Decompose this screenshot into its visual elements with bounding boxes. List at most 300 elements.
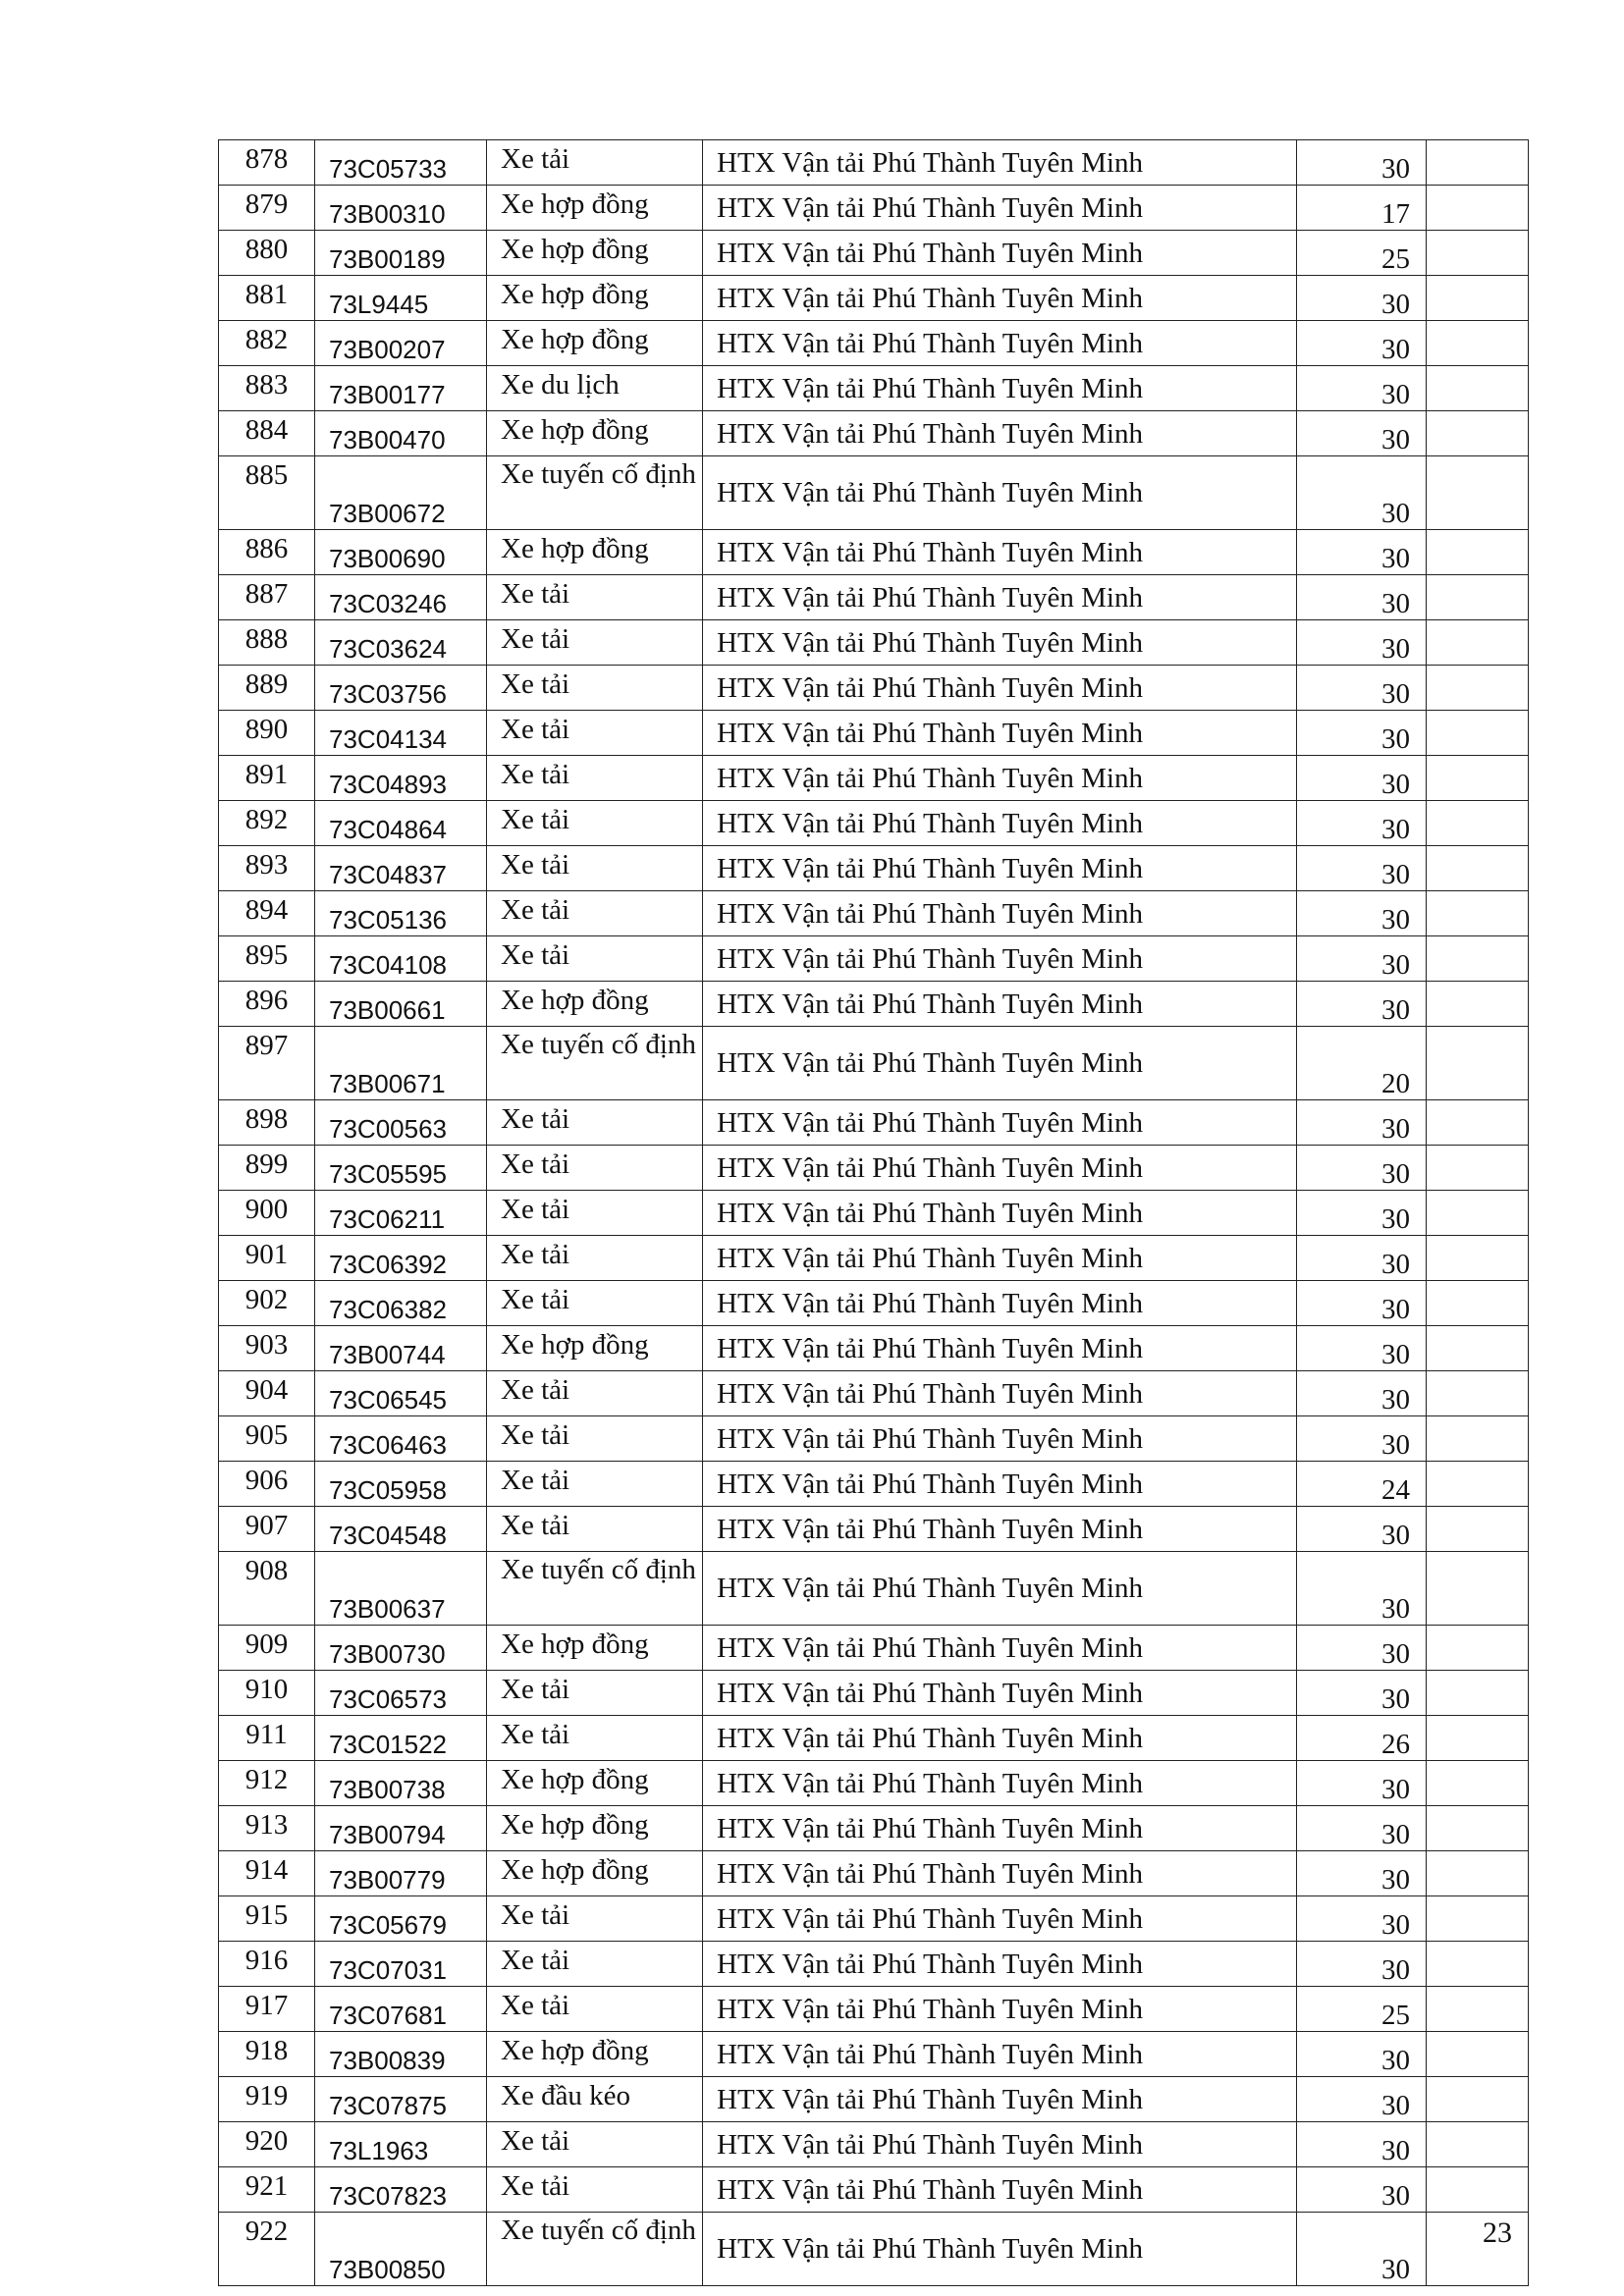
license-plate: 73C06392 bbox=[315, 1236, 487, 1281]
license-plate: 73B00690 bbox=[315, 530, 487, 575]
company-name: HTX Vận tải Phú Thành Tuyên Minh bbox=[703, 1851, 1297, 1896]
note-cell bbox=[1427, 2032, 1529, 2077]
company-name: HTX Vận tải Phú Thành Tuyên Minh bbox=[703, 1671, 1297, 1716]
seat-count: 30 bbox=[1297, 456, 1427, 530]
seat-count: 30 bbox=[1297, 411, 1427, 456]
license-plate: 73C05733 bbox=[315, 140, 487, 186]
license-plate: 73B00730 bbox=[315, 1626, 487, 1671]
company-name: HTX Vận tải Phú Thành Tuyên Minh bbox=[703, 2213, 1297, 2286]
table-row bbox=[219, 456, 1529, 530]
table-row bbox=[219, 2122, 1529, 2167]
row-number: 887 bbox=[219, 575, 315, 620]
row-number: 883 bbox=[219, 366, 315, 411]
license-plate: 73C03246 bbox=[315, 575, 487, 620]
vehicle-type: Xe tải bbox=[487, 1100, 703, 1146]
vehicle-type: Xe tuyến cố định bbox=[487, 1552, 703, 1626]
note-cell bbox=[1427, 1371, 1529, 1416]
note-cell bbox=[1427, 2122, 1529, 2167]
table-row bbox=[219, 711, 1529, 756]
license-plate: 73C01522 bbox=[315, 1716, 487, 1761]
row-number: 894 bbox=[219, 891, 315, 936]
license-plate: 73C05679 bbox=[315, 1896, 487, 1942]
company-name: HTX Vận tải Phú Thành Tuyên Minh bbox=[703, 1146, 1297, 1191]
company-name: HTX Vận tải Phú Thành Tuyên Minh bbox=[703, 1281, 1297, 1326]
vehicle-type: Xe hợp đồng bbox=[487, 1806, 703, 1851]
vehicle-type: Xe tải bbox=[487, 1716, 703, 1761]
seat-count: 20 bbox=[1297, 1027, 1427, 1100]
table-row bbox=[219, 530, 1529, 575]
seat-count: 30 bbox=[1297, 756, 1427, 801]
vehicle-type: Xe tuyến cố định bbox=[487, 456, 703, 530]
vehicle-type: Xe tải bbox=[487, 1416, 703, 1462]
note-cell bbox=[1427, 1942, 1529, 1987]
license-plate: 73C04108 bbox=[315, 936, 487, 982]
table-row bbox=[219, 1552, 1529, 1626]
seat-count: 30 bbox=[1297, 321, 1427, 366]
note-cell bbox=[1427, 1806, 1529, 1851]
license-plate: 73C05136 bbox=[315, 891, 487, 936]
vehicle-type: Xe hợp đồng bbox=[487, 231, 703, 276]
table-row bbox=[219, 1100, 1529, 1146]
seat-count: 30 bbox=[1297, 891, 1427, 936]
license-plate: 73B00738 bbox=[315, 1761, 487, 1806]
table-row bbox=[219, 1371, 1529, 1416]
seat-count: 30 bbox=[1297, 1552, 1427, 1626]
seat-count: 30 bbox=[1297, 1326, 1427, 1371]
vehicle-type: Xe hợp đồng bbox=[487, 321, 703, 366]
company-name: HTX Vận tải Phú Thành Tuyên Minh bbox=[703, 1761, 1297, 1806]
note-cell bbox=[1427, 982, 1529, 1027]
table-row bbox=[219, 1671, 1529, 1716]
license-plate: 73B00310 bbox=[315, 186, 487, 231]
company-name: HTX Vận tải Phú Thành Tuyên Minh bbox=[703, 1942, 1297, 1987]
vehicle-type: Xe tuyến cố định bbox=[487, 1027, 703, 1100]
license-plate: 73B00850 bbox=[315, 2213, 487, 2286]
license-plate: 73C04837 bbox=[315, 846, 487, 891]
table-row bbox=[219, 1191, 1529, 1236]
company-name: HTX Vận tải Phú Thành Tuyên Minh bbox=[703, 1507, 1297, 1552]
seat-count: 25 bbox=[1297, 231, 1427, 276]
note-cell bbox=[1427, 1100, 1529, 1146]
seat-count: 30 bbox=[1297, 846, 1427, 891]
note-cell bbox=[1427, 2213, 1529, 2286]
company-name: HTX Vận tải Phú Thành Tuyên Minh bbox=[703, 1191, 1297, 1236]
row-number: 882 bbox=[219, 321, 315, 366]
page-number: 23 bbox=[1483, 2216, 1512, 2249]
company-name: HTX Vận tải Phú Thành Tuyên Minh bbox=[703, 2077, 1297, 2122]
table-row bbox=[219, 411, 1529, 456]
seat-count: 30 bbox=[1297, 1416, 1427, 1462]
company-name: HTX Vận tải Phú Thành Tuyên Minh bbox=[703, 575, 1297, 620]
table-row bbox=[219, 1236, 1529, 1281]
company-name: HTX Vận tải Phú Thành Tuyên Minh bbox=[703, 756, 1297, 801]
company-name: HTX Vận tải Phú Thành Tuyên Minh bbox=[703, 456, 1297, 530]
company-name: HTX Vận tải Phú Thành Tuyên Minh bbox=[703, 231, 1297, 276]
row-number: 908 bbox=[219, 1552, 315, 1626]
license-plate: 73L1963 bbox=[315, 2122, 487, 2167]
company-name: HTX Vận tải Phú Thành Tuyên Minh bbox=[703, 530, 1297, 575]
note-cell bbox=[1427, 321, 1529, 366]
vehicle-type: Xe hợp đồng bbox=[487, 186, 703, 231]
seat-count: 30 bbox=[1297, 1146, 1427, 1191]
note-cell bbox=[1427, 1851, 1529, 1896]
row-number: 892 bbox=[219, 801, 315, 846]
vehicle-table bbox=[218, 139, 1529, 2286]
row-number: 909 bbox=[219, 1626, 315, 1671]
vehicle-type: Xe tải bbox=[487, 2167, 703, 2213]
company-name: HTX Vận tải Phú Thành Tuyên Minh bbox=[703, 321, 1297, 366]
table-row bbox=[219, 666, 1529, 711]
seat-count: 30 bbox=[1297, 1281, 1427, 1326]
company-name: HTX Vận tải Phú Thành Tuyên Minh bbox=[703, 666, 1297, 711]
table-row bbox=[219, 801, 1529, 846]
vehicle-type: Xe tải bbox=[487, 575, 703, 620]
table-row bbox=[219, 2032, 1529, 2077]
row-number: 884 bbox=[219, 411, 315, 456]
note-cell bbox=[1427, 1896, 1529, 1942]
note-cell bbox=[1427, 276, 1529, 321]
company-name: HTX Vận tải Phú Thành Tuyên Minh bbox=[703, 936, 1297, 982]
seat-count: 30 bbox=[1297, 1806, 1427, 1851]
vehicle-type: Xe tải bbox=[487, 756, 703, 801]
note-cell bbox=[1427, 1236, 1529, 1281]
seat-count: 30 bbox=[1297, 140, 1427, 186]
company-name: HTX Vận tải Phú Thành Tuyên Minh bbox=[703, 2167, 1297, 2213]
table-row bbox=[219, 1416, 1529, 1462]
vehicle-type: Xe tải bbox=[487, 891, 703, 936]
note-cell bbox=[1427, 1326, 1529, 1371]
row-number: 906 bbox=[219, 1462, 315, 1507]
license-plate: 73C06211 bbox=[315, 1191, 487, 1236]
company-name: HTX Vận tải Phú Thành Tuyên Minh bbox=[703, 982, 1297, 1027]
seat-count: 30 bbox=[1297, 575, 1427, 620]
row-number: 901 bbox=[219, 1236, 315, 1281]
seat-count: 30 bbox=[1297, 276, 1427, 321]
seat-count: 30 bbox=[1297, 1626, 1427, 1671]
company-name: HTX Vận tải Phú Thành Tuyên Minh bbox=[703, 846, 1297, 891]
license-plate: 73B00779 bbox=[315, 1851, 487, 1896]
seat-count: 30 bbox=[1297, 982, 1427, 1027]
table-row bbox=[219, 1326, 1529, 1371]
table-row bbox=[219, 2077, 1529, 2122]
vehicle-type: Xe tải bbox=[487, 1462, 703, 1507]
company-name: HTX Vận tải Phú Thành Tuyên Minh bbox=[703, 1716, 1297, 1761]
row-number: 879 bbox=[219, 186, 315, 231]
vehicle-type: Xe tải bbox=[487, 1942, 703, 1987]
company-name: HTX Vận tải Phú Thành Tuyên Minh bbox=[703, 711, 1297, 756]
row-number: 922 bbox=[219, 2213, 315, 2286]
license-plate: 73B00637 bbox=[315, 1552, 487, 1626]
table-row bbox=[219, 2167, 1529, 2213]
company-name: HTX Vận tải Phú Thành Tuyên Minh bbox=[703, 186, 1297, 231]
table-row bbox=[219, 1281, 1529, 1326]
note-cell bbox=[1427, 1146, 1529, 1191]
license-plate: 73C00563 bbox=[315, 1100, 487, 1146]
seat-count: 30 bbox=[1297, 2077, 1427, 2122]
seat-count: 30 bbox=[1297, 1236, 1427, 1281]
table-row bbox=[219, 1027, 1529, 1100]
vehicle-type: Xe tải bbox=[487, 1281, 703, 1326]
row-number: 913 bbox=[219, 1806, 315, 1851]
vehicle-type: Xe tải bbox=[487, 666, 703, 711]
note-cell bbox=[1427, 891, 1529, 936]
table-row bbox=[219, 1942, 1529, 1987]
row-number: 915 bbox=[219, 1896, 315, 1942]
note-cell bbox=[1427, 711, 1529, 756]
vehicle-type: Xe đầu kéo bbox=[487, 2077, 703, 2122]
note-cell bbox=[1427, 2167, 1529, 2213]
table-row bbox=[219, 846, 1529, 891]
company-name: HTX Vận tải Phú Thành Tuyên Minh bbox=[703, 1552, 1297, 1626]
vehicle-type: Xe tải bbox=[487, 1236, 703, 1281]
license-plate: 73B00672 bbox=[315, 456, 487, 530]
row-number: 907 bbox=[219, 1507, 315, 1552]
company-name: HTX Vận tải Phú Thành Tuyên Minh bbox=[703, 366, 1297, 411]
seat-count: 30 bbox=[1297, 1191, 1427, 1236]
license-plate: 73B00189 bbox=[315, 231, 487, 276]
vehicle-type: Xe tải bbox=[487, 711, 703, 756]
table-row bbox=[219, 321, 1529, 366]
row-number: 878 bbox=[219, 140, 315, 186]
note-cell bbox=[1427, 366, 1529, 411]
vehicle-type: Xe hợp đồng bbox=[487, 1761, 703, 1806]
note-cell bbox=[1427, 1552, 1529, 1626]
vehicle-type: Xe hợp đồng bbox=[487, 1626, 703, 1671]
note-cell bbox=[1427, 756, 1529, 801]
row-number: 888 bbox=[219, 620, 315, 666]
seat-count: 30 bbox=[1297, 2032, 1427, 2077]
vehicle-type: Xe hợp đồng bbox=[487, 982, 703, 1027]
license-plate: 73C06545 bbox=[315, 1371, 487, 1416]
row-number: 914 bbox=[219, 1851, 315, 1896]
license-plate: 73C07823 bbox=[315, 2167, 487, 2213]
license-plate: 73C05958 bbox=[315, 1462, 487, 1507]
company-name: HTX Vận tải Phú Thành Tuyên Minh bbox=[703, 1326, 1297, 1371]
row-number: 918 bbox=[219, 2032, 315, 2077]
table-row bbox=[219, 1896, 1529, 1942]
license-plate: 73C07681 bbox=[315, 1987, 487, 2032]
table-row bbox=[219, 575, 1529, 620]
note-cell bbox=[1427, 575, 1529, 620]
vehicle-type: Xe tải bbox=[487, 2122, 703, 2167]
company-name: HTX Vận tải Phú Thành Tuyên Minh bbox=[703, 1371, 1297, 1416]
vehicle-type: Xe tải bbox=[487, 1371, 703, 1416]
table-row bbox=[219, 366, 1529, 411]
seat-count: 30 bbox=[1297, 1761, 1427, 1806]
vehicle-type: Xe tải bbox=[487, 620, 703, 666]
seat-count: 30 bbox=[1297, 801, 1427, 846]
row-number: 898 bbox=[219, 1100, 315, 1146]
row-number: 895 bbox=[219, 936, 315, 982]
license-plate: 73C06573 bbox=[315, 1671, 487, 1716]
note-cell bbox=[1427, 1462, 1529, 1507]
seat-count: 26 bbox=[1297, 1716, 1427, 1761]
note-cell bbox=[1427, 1507, 1529, 1552]
row-number: 921 bbox=[219, 2167, 315, 2213]
license-plate: 73B00177 bbox=[315, 366, 487, 411]
note-cell bbox=[1427, 1626, 1529, 1671]
company-name: HTX Vận tải Phú Thành Tuyên Minh bbox=[703, 1236, 1297, 1281]
table-row bbox=[219, 936, 1529, 982]
vehicle-type: Xe hợp đồng bbox=[487, 1326, 703, 1371]
table-row bbox=[219, 140, 1529, 186]
note-cell bbox=[1427, 620, 1529, 666]
vehicle-type: Xe hợp đồng bbox=[487, 276, 703, 321]
vehicle-type: Xe hợp đồng bbox=[487, 1851, 703, 1896]
row-number: 903 bbox=[219, 1326, 315, 1371]
company-name: HTX Vận tải Phú Thành Tuyên Minh bbox=[703, 140, 1297, 186]
company-name: HTX Vận tải Phú Thành Tuyên Minh bbox=[703, 2032, 1297, 2077]
row-number: 919 bbox=[219, 2077, 315, 2122]
company-name: HTX Vận tải Phú Thành Tuyên Minh bbox=[703, 1987, 1297, 2032]
vehicle-type: Xe tải bbox=[487, 936, 703, 982]
vehicle-type: Xe hợp đồng bbox=[487, 2032, 703, 2077]
row-number: 897 bbox=[219, 1027, 315, 1100]
note-cell bbox=[1427, 846, 1529, 891]
license-plate: 73C04134 bbox=[315, 711, 487, 756]
vehicle-type: Xe tải bbox=[487, 846, 703, 891]
company-name: HTX Vận tải Phú Thành Tuyên Minh bbox=[703, 620, 1297, 666]
note-cell bbox=[1427, 411, 1529, 456]
row-number: 891 bbox=[219, 756, 315, 801]
row-number: 902 bbox=[219, 1281, 315, 1326]
table-row bbox=[219, 231, 1529, 276]
seat-count: 30 bbox=[1297, 2167, 1427, 2213]
company-name: HTX Vận tải Phú Thành Tuyên Minh bbox=[703, 276, 1297, 321]
vehicle-type: Xe hợp đồng bbox=[487, 411, 703, 456]
note-cell bbox=[1427, 936, 1529, 982]
row-number: 885 bbox=[219, 456, 315, 530]
seat-count: 17 bbox=[1297, 186, 1427, 231]
note-cell bbox=[1427, 140, 1529, 186]
company-name: HTX Vận tải Phú Thành Tuyên Minh bbox=[703, 1626, 1297, 1671]
row-number: 880 bbox=[219, 231, 315, 276]
row-number: 886 bbox=[219, 530, 315, 575]
vehicle-type: Xe hợp đồng bbox=[487, 530, 703, 575]
license-plate: 73B00744 bbox=[315, 1326, 487, 1371]
table-row bbox=[219, 1806, 1529, 1851]
row-number: 889 bbox=[219, 666, 315, 711]
seat-count: 30 bbox=[1297, 1942, 1427, 1987]
table-row bbox=[219, 891, 1529, 936]
license-plate: 73B00794 bbox=[315, 1806, 487, 1851]
vehicle-type: Xe tải bbox=[487, 1896, 703, 1942]
row-number: 905 bbox=[219, 1416, 315, 1462]
note-cell bbox=[1427, 1416, 1529, 1462]
note-cell bbox=[1427, 666, 1529, 711]
note-cell bbox=[1427, 456, 1529, 530]
license-plate: 73C03624 bbox=[315, 620, 487, 666]
company-name: HTX Vận tải Phú Thành Tuyên Minh bbox=[703, 2122, 1297, 2167]
row-number: 904 bbox=[219, 1371, 315, 1416]
vehicle-type: Xe tuyến cố định bbox=[487, 2213, 703, 2286]
note-cell bbox=[1427, 1671, 1529, 1716]
row-number: 920 bbox=[219, 2122, 315, 2167]
license-plate: 73C07031 bbox=[315, 1942, 487, 1987]
company-name: HTX Vận tải Phú Thành Tuyên Minh bbox=[703, 1100, 1297, 1146]
row-number: 896 bbox=[219, 982, 315, 1027]
license-plate: 73B00207 bbox=[315, 321, 487, 366]
row-number: 911 bbox=[219, 1716, 315, 1761]
note-cell bbox=[1427, 2077, 1529, 2122]
note-cell bbox=[1427, 1281, 1529, 1326]
seat-count: 30 bbox=[1297, 2122, 1427, 2167]
note-cell bbox=[1427, 1716, 1529, 1761]
seat-count: 30 bbox=[1297, 530, 1427, 575]
note-cell bbox=[1427, 1191, 1529, 1236]
table-row bbox=[219, 1716, 1529, 1761]
seat-count: 30 bbox=[1297, 936, 1427, 982]
note-cell bbox=[1427, 530, 1529, 575]
row-number: 910 bbox=[219, 1671, 315, 1716]
seat-count: 24 bbox=[1297, 1462, 1427, 1507]
table-row bbox=[219, 1507, 1529, 1552]
row-number: 916 bbox=[219, 1942, 315, 1987]
seat-count: 30 bbox=[1297, 366, 1427, 411]
company-name: HTX Vận tải Phú Thành Tuyên Minh bbox=[703, 411, 1297, 456]
table-row bbox=[219, 1146, 1529, 1191]
row-number: 912 bbox=[219, 1761, 315, 1806]
license-plate: 73C06463 bbox=[315, 1416, 487, 1462]
vehicle-type: Xe tải bbox=[487, 1146, 703, 1191]
row-number: 881 bbox=[219, 276, 315, 321]
license-plate: 73B00839 bbox=[315, 2032, 487, 2077]
row-number: 899 bbox=[219, 1146, 315, 1191]
license-plate: 73B00671 bbox=[315, 1027, 487, 1100]
company-name: HTX Vận tải Phú Thành Tuyên Minh bbox=[703, 1462, 1297, 1507]
vehicle-type: Xe tải bbox=[487, 1507, 703, 1552]
seat-count: 30 bbox=[1297, 1896, 1427, 1942]
table-row bbox=[219, 1851, 1529, 1896]
table-row bbox=[219, 186, 1529, 231]
seat-count: 30 bbox=[1297, 1371, 1427, 1416]
license-plate: 73L9445 bbox=[315, 276, 487, 321]
license-plate: 73C04893 bbox=[315, 756, 487, 801]
seat-count: 30 bbox=[1297, 620, 1427, 666]
table-row bbox=[219, 756, 1529, 801]
seat-count: 25 bbox=[1297, 1987, 1427, 2032]
company-name: HTX Vận tải Phú Thành Tuyên Minh bbox=[703, 1896, 1297, 1942]
note-cell bbox=[1427, 1027, 1529, 1100]
company-name: HTX Vận tải Phú Thành Tuyên Minh bbox=[703, 1027, 1297, 1100]
vehicle-type: Xe tải bbox=[487, 1987, 703, 2032]
table-row bbox=[219, 982, 1529, 1027]
table-row bbox=[219, 620, 1529, 666]
seat-count: 30 bbox=[1297, 711, 1427, 756]
license-plate: 73C03756 bbox=[315, 666, 487, 711]
row-number: 890 bbox=[219, 711, 315, 756]
table-row bbox=[219, 1761, 1529, 1806]
license-plate: 73C04548 bbox=[315, 1507, 487, 1552]
license-plate: 73C04864 bbox=[315, 801, 487, 846]
seat-count: 30 bbox=[1297, 1100, 1427, 1146]
vehicle-type: Xe tải bbox=[487, 801, 703, 846]
vehicle-type: Xe tải bbox=[487, 1671, 703, 1716]
vehicle-type: Xe tải bbox=[487, 1191, 703, 1236]
note-cell bbox=[1427, 801, 1529, 846]
table-row bbox=[219, 2213, 1529, 2286]
company-name: HTX Vận tải Phú Thành Tuyên Minh bbox=[703, 801, 1297, 846]
vehicle-type: Xe du lịch bbox=[487, 366, 703, 411]
license-plate: 73C06382 bbox=[315, 1281, 487, 1326]
table-row bbox=[219, 276, 1529, 321]
table-row bbox=[219, 1987, 1529, 2032]
seat-count: 30 bbox=[1297, 2213, 1427, 2286]
row-number: 917 bbox=[219, 1987, 315, 2032]
row-number: 893 bbox=[219, 846, 315, 891]
note-cell bbox=[1427, 1761, 1529, 1806]
seat-count: 30 bbox=[1297, 1671, 1427, 1716]
